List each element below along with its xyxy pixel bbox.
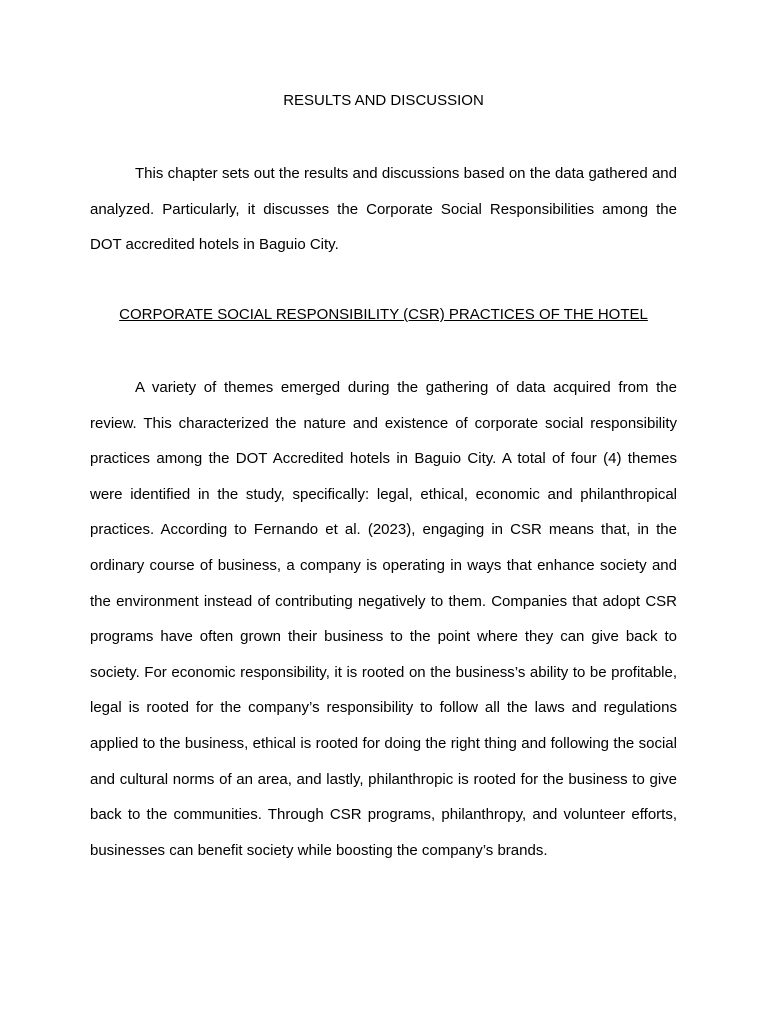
intro-paragraph: This chapter sets out the results and discussions based on the data gathered and analyzed. Particularly, it discusses the Corporate Social Responsibilities among the DOT accredited hotels in Baguio City. (90, 165, 677, 254)
page-title: RESULTS AND DISCUSSION (283, 92, 484, 109)
section-body-paragraph: A variety of themes emerged during the gathering of data acquired from the review. This characterized the nature and existence of corporate social responsibility practices among the DOT Accredited hotels in Baguio City. A total of four (4) themes were identified in the study, specifically: legal, ethical, economic and philanthropical practices. According to Fernando et al. (2023), engaging in CSR means that, in the ordinary course of business, a company is operating in ways that enhance society and the environment instead of contributing negatively to them. Companies that adopt CSR programs have often grown their business to the point where they can give back to society. For economic responsibility, it is rooted on the business’s ability to be profitable, legal is rooted for the company’s responsibility to follow all the laws and regulations applied to the business, ethical is rooted for doing the right thing and following the social and cultural norms of an area, and lastly, philanthropic is rooted for the business to give back to the communities. Through CSR programs, philanthropy, and volunteer efforts, businesses can benefit society while boosting the company’s brands. (90, 379, 677, 859)
section-heading: CORPORATE SOCIAL RESPONSIBILITY (CSR) PRACTICES OF THE HOTEL (119, 306, 648, 323)
